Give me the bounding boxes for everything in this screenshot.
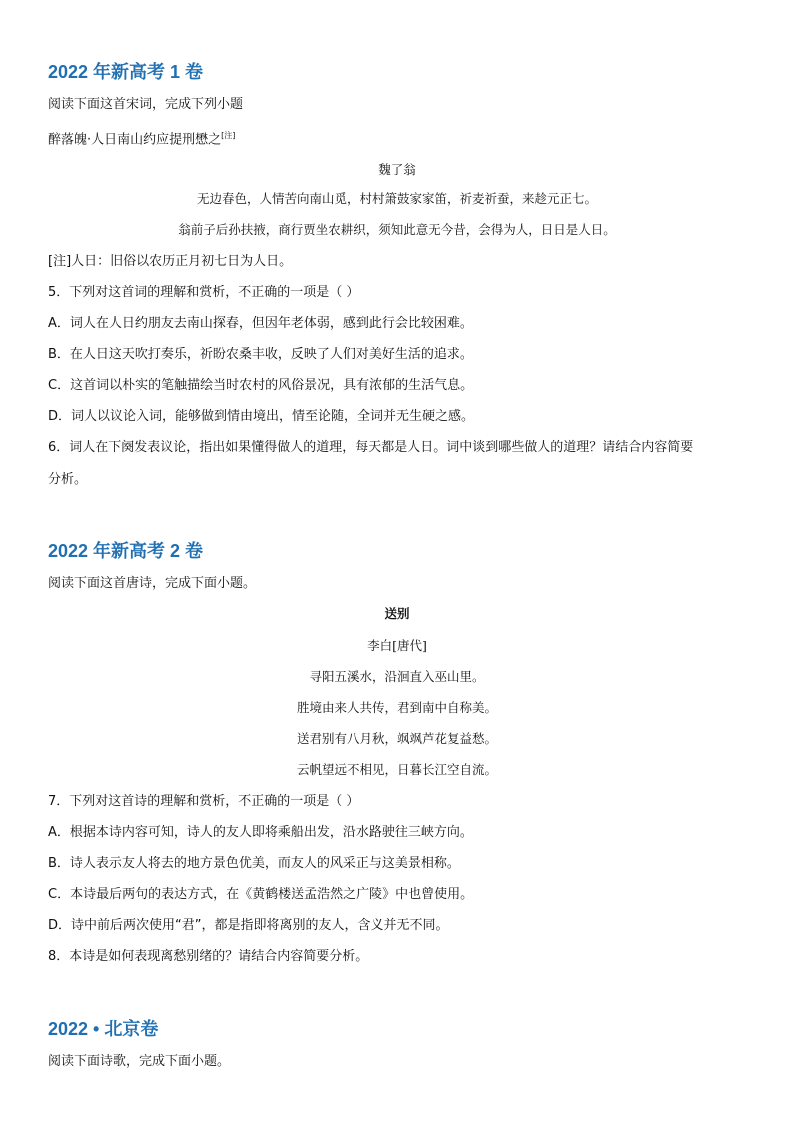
poem-author-1: 魏了翁 (378, 162, 416, 177)
poem-title-2: 送别 (384, 606, 410, 621)
question-5-option-d: D．词人以议论入词，能够做到情由境出，情至论随，全词并无生硬之感。 (48, 409, 475, 424)
poem-line: 胜境由来人共传，君到南中自称美。 (296, 700, 497, 715)
section2-intro: 阅读下面这首唐诗，完成下面小题。 (48, 576, 257, 591)
question-7: 7．下列对这首诗的理解和赏析，不正确的一项是（ ） (48, 794, 360, 809)
question-7-option-c: C．本诗最后两句的表达方式，在《黄鹤楼送孟浩然之广陵》中也曾使用。 (48, 887, 474, 902)
poem-line: 寻阳五溪水，沿洄直入巫山里。 (309, 669, 485, 684)
question-5-option-a: A．词人在人日约朋友去南山探春，但因年老体弱，感到此行会比较困难。 (48, 316, 473, 331)
poem-line: 云帆望远不相见，日暮长江空自流。 (296, 762, 497, 777)
poem-line: 翁前子后孙扶掖，商行贾坐农耕织，须知此意无今昔，会得为人，日日是人日。 (178, 222, 616, 237)
poem-note: [注]人日：旧俗以农历正月初七日为人日。 (48, 254, 293, 269)
note-mark: [注] (221, 131, 236, 140)
poem-line: 无边春色，人情苦向南山觅，村村箫鼓家家笛，祈麦祈蚕，来趁元正七。 (196, 191, 597, 206)
section-heading-3: 2022 • 北京卷 (48, 1019, 159, 1039)
question-7-option-b: B．诗人表示友人将去的地方景色优美，而友人的风采正与这美景相称。 (48, 856, 460, 871)
question-5-option-c: C．这首词以朴实的笔触描绘当时农村的风俗景况，具有浓郁的生活气息。 (48, 378, 474, 393)
poem-line: 送君别有八月秋，飒飒芦花复益愁。 (296, 731, 497, 746)
question-5-option-b: B．在人日这天吹打奏乐，祈盼农桑丰收，反映了人们对美好生活的追求。 (48, 347, 473, 362)
question-7-option-a: A．根据本诗内容可知，诗人的友人即将乘船出发，沿水路驶往三峡方向。 (48, 825, 473, 840)
question-6-line-1: 6．词人在下阕发表议论，指出如果懂得做人的道理，每天都是人日。词中谈到哪些做人的道理？请结合内容简要 (48, 440, 694, 455)
question-8: 8．本诗是如何表现离愁别绪的？请结合内容简要分析。 (48, 949, 369, 964)
question-6-line-2: 分析。 (48, 472, 88, 487)
question-7-option-d: D．诗中前后两次使用“君”，都是指即将离别的友人，含义并无不同。 (48, 918, 449, 933)
question-5: 5．下列对这首词的理解和赏析，不正确的一项是（ ） (48, 285, 360, 300)
poem-title-text: 醉落魄·人日南山约应提刑懋之 (48, 132, 222, 148)
section-heading-2: 2022 年新高考 2 卷 (48, 541, 204, 561)
poem-title-1 (48, 127, 235, 149)
section3-intro: 阅读下面诗歌，完成下面小题。 (48, 1054, 231, 1069)
poem-author-2: 李白[唐代] (367, 638, 427, 653)
section1-intro: 阅读下面这首宋词，完成下列小题 (48, 97, 244, 112)
section-heading-1: 2022 年新高考 1 卷 (48, 62, 204, 82)
